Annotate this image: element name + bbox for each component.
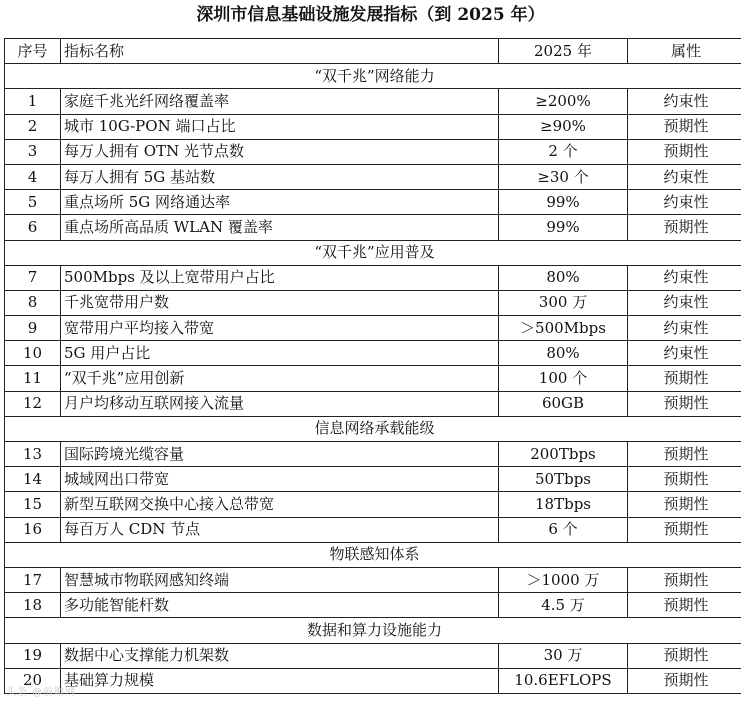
table-row xyxy=(5,668,741,693)
row-target-value: 50Tbps xyxy=(499,467,628,492)
row-indicator-name: 家庭千兆光纤网络覆盖率 xyxy=(61,89,499,114)
row-index: 13 xyxy=(5,442,61,467)
table-row xyxy=(5,442,741,467)
row-target-value: ≥30 个 xyxy=(499,164,628,189)
section-title: 数据和算力设施能力 xyxy=(5,618,741,643)
row-indicator-name: 重点场所 5G 网络通达率 xyxy=(61,190,499,215)
row-attribute: 预期性 xyxy=(628,643,741,668)
row-attribute: 约束性 xyxy=(628,341,741,366)
row-attribute: 预期性 xyxy=(628,215,741,240)
table-row xyxy=(5,366,741,391)
section-title: “双千兆”应用普及 xyxy=(5,240,741,265)
header-index: 序号 xyxy=(5,39,61,64)
section-title: 信息网络承载能级 xyxy=(5,416,741,441)
row-index: 19 xyxy=(5,643,61,668)
row-target-value: 100 个 xyxy=(499,366,628,391)
header-indicator-name: 指标名称 xyxy=(61,39,499,64)
row-indicator-name: 多功能智能杆数 xyxy=(61,593,499,618)
row-target-value: 80% xyxy=(499,341,628,366)
row-attribute: 约束性 xyxy=(628,89,741,114)
section-row xyxy=(5,542,741,567)
row-index: 3 xyxy=(5,139,61,164)
table-body xyxy=(5,64,741,694)
table-row xyxy=(5,190,741,215)
row-indicator-name: 国际跨境光缆容量 xyxy=(61,442,499,467)
row-attribute: 约束性 xyxy=(628,164,741,189)
section-row xyxy=(5,618,741,643)
section-row xyxy=(5,64,741,89)
row-target-value: 18Tbps xyxy=(499,492,628,517)
header-attribute: 属性 xyxy=(628,39,741,64)
row-target-value: ＞500Mbps xyxy=(499,316,628,341)
table-row xyxy=(5,139,741,164)
row-index: 12 xyxy=(5,391,61,416)
row-index: 15 xyxy=(5,492,61,517)
row-attribute: 约束性 xyxy=(628,316,741,341)
row-index: 11 xyxy=(5,366,61,391)
table-row xyxy=(5,265,741,290)
row-target-value: 200Tbps xyxy=(499,442,628,467)
row-indicator-name: 每万人拥有 5G 基站数 xyxy=(61,164,499,189)
row-indicator-name: 每万人拥有 OTN 光节点数 xyxy=(61,139,499,164)
row-target-value: 6 个 xyxy=(499,517,628,542)
table-row xyxy=(5,114,741,139)
row-index: 18 xyxy=(5,593,61,618)
table-row xyxy=(5,316,741,341)
row-indicator-name: 重点场所高品质 WLAN 覆盖率 xyxy=(61,215,499,240)
row-index: 4 xyxy=(5,164,61,189)
row-target-value: 60GB xyxy=(499,391,628,416)
table-row xyxy=(5,517,741,542)
table-row xyxy=(5,492,741,517)
row-target-value: 4.5 万 xyxy=(499,593,628,618)
row-target-value: ≥90% xyxy=(499,114,628,139)
table-row xyxy=(5,215,741,240)
row-indicator-name: 每百万人 CDN 节点 xyxy=(61,517,499,542)
row-attribute: 预期性 xyxy=(628,517,741,542)
row-target-value: 300 万 xyxy=(499,290,628,315)
row-attribute: 约束性 xyxy=(628,290,741,315)
table-row xyxy=(5,89,741,114)
section-row xyxy=(5,240,741,265)
row-attribute: 预期性 xyxy=(628,567,741,592)
page-title: 深圳市信息基础设施发展指标（到 2025 年） xyxy=(196,5,545,25)
row-index: 1 xyxy=(5,89,61,114)
row-index: 16 xyxy=(5,517,61,542)
row-attribute: 预期性 xyxy=(628,391,741,416)
row-target-value: 10.6EFLOPS xyxy=(499,668,628,693)
row-indicator-name: 基础算力规模 xyxy=(61,668,499,693)
row-attribute: 预期性 xyxy=(628,492,741,517)
row-index: 2 xyxy=(5,114,61,139)
table-row xyxy=(5,567,741,592)
row-indicator-name: 月户均移动互联网接入流量 xyxy=(61,391,499,416)
row-indicator-name: 数据中心支撑能力机架数 xyxy=(61,643,499,668)
row-index: 14 xyxy=(5,467,61,492)
row-index: 9 xyxy=(5,316,61,341)
row-index: 5 xyxy=(5,190,61,215)
row-target-value: 99% xyxy=(499,215,628,240)
section-title: 物联感知体系 xyxy=(5,542,741,567)
table-header-row xyxy=(5,39,741,64)
watermark: 头条 @前瞻网 xyxy=(6,687,77,698)
indicator-table xyxy=(4,38,741,694)
row-target-value: ＞1000 万 xyxy=(499,567,628,592)
row-indicator-name: 5G 用户占比 xyxy=(61,341,499,366)
table-row xyxy=(5,290,741,315)
section-row xyxy=(5,416,741,441)
table-row xyxy=(5,164,741,189)
table-row xyxy=(5,467,741,492)
table-row xyxy=(5,341,741,366)
table-row xyxy=(5,593,741,618)
row-indicator-name: “双千兆”应用创新 xyxy=(61,366,499,391)
row-target-value: 99% xyxy=(499,190,628,215)
row-attribute: 预期性 xyxy=(628,442,741,467)
row-indicator-name: 智慧城市物联网感知终端 xyxy=(61,567,499,592)
row-attribute: 预期性 xyxy=(628,139,741,164)
row-index: 8 xyxy=(5,290,61,315)
row-target-value: 80% xyxy=(499,265,628,290)
row-attribute: 预期性 xyxy=(628,668,741,693)
row-indicator-name: 500Mbps 及以上宽带用户占比 xyxy=(61,265,499,290)
row-indicator-name: 宽带用户平均接入带宽 xyxy=(61,316,499,341)
row-index: 6 xyxy=(5,215,61,240)
row-attribute: 约束性 xyxy=(628,190,741,215)
row-attribute: 约束性 xyxy=(628,265,741,290)
row-index: 17 xyxy=(5,567,61,592)
row-attribute: 预期性 xyxy=(628,366,741,391)
row-index: 7 xyxy=(5,265,61,290)
row-target-value: ≥200% xyxy=(499,89,628,114)
row-attribute: 预期性 xyxy=(628,593,741,618)
row-indicator-name: 城市 10G-PON 端口占比 xyxy=(61,114,499,139)
header-target-2025: 2025 年 xyxy=(499,39,628,64)
row-indicator-name: 千兆宽带用户数 xyxy=(61,290,499,315)
row-indicator-name: 城域网出口带宽 xyxy=(61,467,499,492)
table-row xyxy=(5,391,741,416)
row-indicator-name: 新型互联网交换中心接入总带宽 xyxy=(61,492,499,517)
row-attribute: 预期性 xyxy=(628,114,741,139)
row-attribute: 预期性 xyxy=(628,467,741,492)
section-title: “双千兆”网络能力 xyxy=(5,64,741,89)
row-index: 20 xyxy=(5,668,61,693)
table-row xyxy=(5,643,741,668)
row-target-value: 2 个 xyxy=(499,139,628,164)
row-target-value: 30 万 xyxy=(499,643,628,668)
row-index: 10 xyxy=(5,341,61,366)
